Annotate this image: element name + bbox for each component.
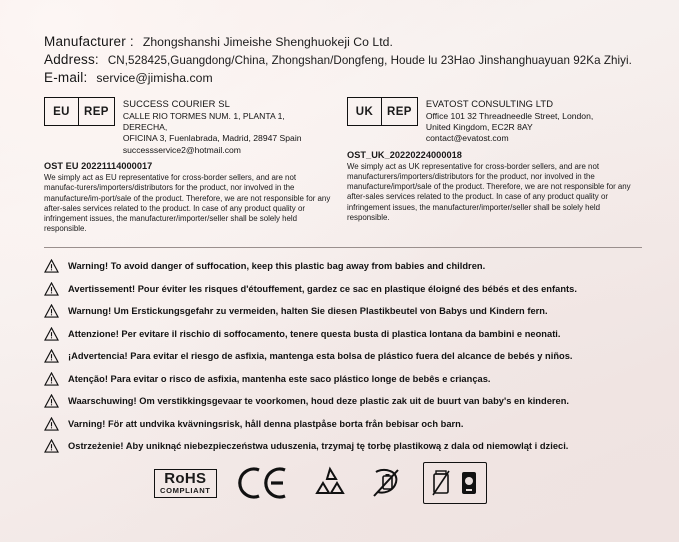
warning-triangle-icon xyxy=(44,439,59,453)
warning-row xyxy=(44,282,642,296)
rohs-compliant-mark xyxy=(154,469,217,498)
eu-rep-badge xyxy=(44,97,115,126)
warning-text-sv: Varning! För att undvika kvävningsrisk, håll denna plastpåse borta från bebisar och barn. xyxy=(68,418,464,429)
uk-rep-badge xyxy=(347,97,418,126)
uk-rep-address xyxy=(426,97,593,145)
warning-row xyxy=(44,417,642,431)
email-row xyxy=(44,70,642,85)
section-divider xyxy=(44,247,642,248)
manufacturer-label: Manufacturer : xyxy=(44,34,134,49)
manufacturer-value: Zhongshanshi Jimeishe Shenghuokeji Co Ltd. xyxy=(142,35,393,49)
eu-rep-name: SUCCESS COURIER SL xyxy=(122,98,230,109)
eu-rep-address xyxy=(123,97,331,156)
warning-row xyxy=(44,372,642,386)
warning-row xyxy=(44,439,642,453)
eu-rep-contact: successservice2@hotmail.com xyxy=(122,144,241,155)
warning-triangle-icon xyxy=(44,282,59,296)
uk-rep-address-line1: Office 101 32 Threadneedle Street, London, xyxy=(425,110,594,121)
warning-triangle-icon xyxy=(44,394,59,408)
eu-rep-code: OST EU 20221114000017 xyxy=(44,161,153,172)
uk-rep-badge-region: UK xyxy=(355,105,374,118)
warning-triangle-icon xyxy=(44,327,59,341)
warning-text-en: Warning! To avoid danger of suffocation, keep this plastic bag away from babies and children. xyxy=(68,261,486,272)
address-value: CN,528425,Guangdong/China, Zhongshan/Dongfeng, Houde lu 23Hao Jinshanghuayuan 92Ka Zhiyi. xyxy=(107,54,632,67)
email-label: E-mail: xyxy=(44,70,88,85)
warning-triangle-icon xyxy=(44,259,59,273)
warnings-section xyxy=(44,259,642,453)
warning-text-it: Attenzione! Per evitare il rischio di soffocamento, tenere questa busta di plastica lontana da bambini e neonati. xyxy=(68,328,561,339)
eu-representative-block xyxy=(44,97,331,234)
warning-text-pt: Atenção! Para evitar o risco de asfixia, mantenha este saco plástico longe de bebês e crianças. xyxy=(68,373,491,384)
uk-rep-code: OST_UK_20220224000018 xyxy=(347,149,462,160)
rohs-label: RoHS xyxy=(164,470,207,488)
uk-rep-address-line2: United Kingdom, EC2R 8AY xyxy=(425,121,533,132)
address-row xyxy=(44,52,642,67)
ce-mark-icon xyxy=(238,466,290,500)
device-disposal-icon xyxy=(460,468,478,498)
warning-row xyxy=(44,304,642,318)
warning-text-de: Warnung! Um Erstickungsgefahr zu vermeiden, halten Sie diesen Plastikbeutel von Babys und Kindern fern. xyxy=(68,306,548,317)
eu-rep-badge-region: EU xyxy=(53,105,70,118)
recycling-triangle-icon xyxy=(311,466,349,500)
representatives-section xyxy=(44,97,642,234)
warning-triangle-icon xyxy=(44,372,59,386)
battery-disposal-icon xyxy=(370,466,402,500)
weee-crossed-out-bin-icon xyxy=(423,462,487,504)
warning-text-nl: Waarschuwing! Om verstikkingsgevaar te voorkomen, houd deze plastic zak uit de buurt van baby's en kinderen. xyxy=(68,396,570,407)
warning-triangle-icon xyxy=(44,304,59,318)
uk-rep-header xyxy=(347,97,634,145)
uk-rep-contact: contact@evatost.com xyxy=(425,133,509,144)
warning-row xyxy=(44,259,642,273)
product-label xyxy=(44,34,642,514)
uk-rep-name: EVATOST CONSULTING LTD xyxy=(425,98,554,109)
eu-rep-header xyxy=(44,97,331,156)
compliance-symbols xyxy=(44,462,642,504)
warning-triangle-icon xyxy=(44,349,59,363)
warning-text-es: ¡Advertencia! Para evitar el riesgo de asfixia, mantenga esta bolsa de plástico fuera del alcance de bebés y niños. xyxy=(68,351,573,362)
uk-representative-block xyxy=(347,97,634,234)
uk-rep-badge-role: REP xyxy=(381,98,417,125)
manufacturer-block xyxy=(44,34,642,85)
crossed-out-wheelie-bin-icon xyxy=(431,468,451,498)
warning-row xyxy=(44,349,642,363)
uk-rep-disclaimer: We simply act as UK representative for cross-border sellers, and are not manufacturers/importers/distributors for the product, nor involved in the manufacture/import/sale of the product. Therefore, we are not responsible for any after-sales services related to the product. In case of any product quality or infringement issues, the manufacturer/importer/seller shall be solely held responsible. xyxy=(347,161,631,222)
warning-triangle-icon xyxy=(44,417,59,431)
manufacturer-row xyxy=(44,34,642,49)
eu-rep-badge-role: REP xyxy=(78,98,114,125)
ce-mark xyxy=(238,466,290,500)
warning-row xyxy=(44,327,642,341)
rohs-compliant-label: COMPLIANT xyxy=(160,486,211,496)
eu-rep-address-line1: CALLE RIO TORMES NUM. 1, PLANTA 1, DERECHA, xyxy=(122,110,285,132)
warning-row xyxy=(44,394,642,408)
address-label: Address: xyxy=(44,52,99,67)
eu-rep-disclaimer: We simply act as EU representative for cross-border sellers, and are not manufac-turers/importers/distributors for the product, nor involved in the manufacture/im-port/sale of the product. Therefore, we are not responsible for any after-sales services related to the product. In case of any product quality or infringement issues, the manufacturer/importer/seller shall be solely held responsible. xyxy=(44,173,331,234)
warning-text-pl: Ostrzeżenie! Aby uniknąć niebezpieczeństwa uduszenia, trzymaj tę torbę plastikową z dala od niemowląt i dzieci. xyxy=(68,441,569,452)
eu-rep-address-line2: OFICINA 3, Fuenlabrada, Madrid, 28947 Spain xyxy=(122,133,302,144)
warning-text-fr: Avertissement! Pour éviter les risques d'étouffement, gardez ce sac en plastique éloigné des bébés et des enfants. xyxy=(68,283,577,294)
email-value: service@jimisha.com xyxy=(96,71,213,85)
